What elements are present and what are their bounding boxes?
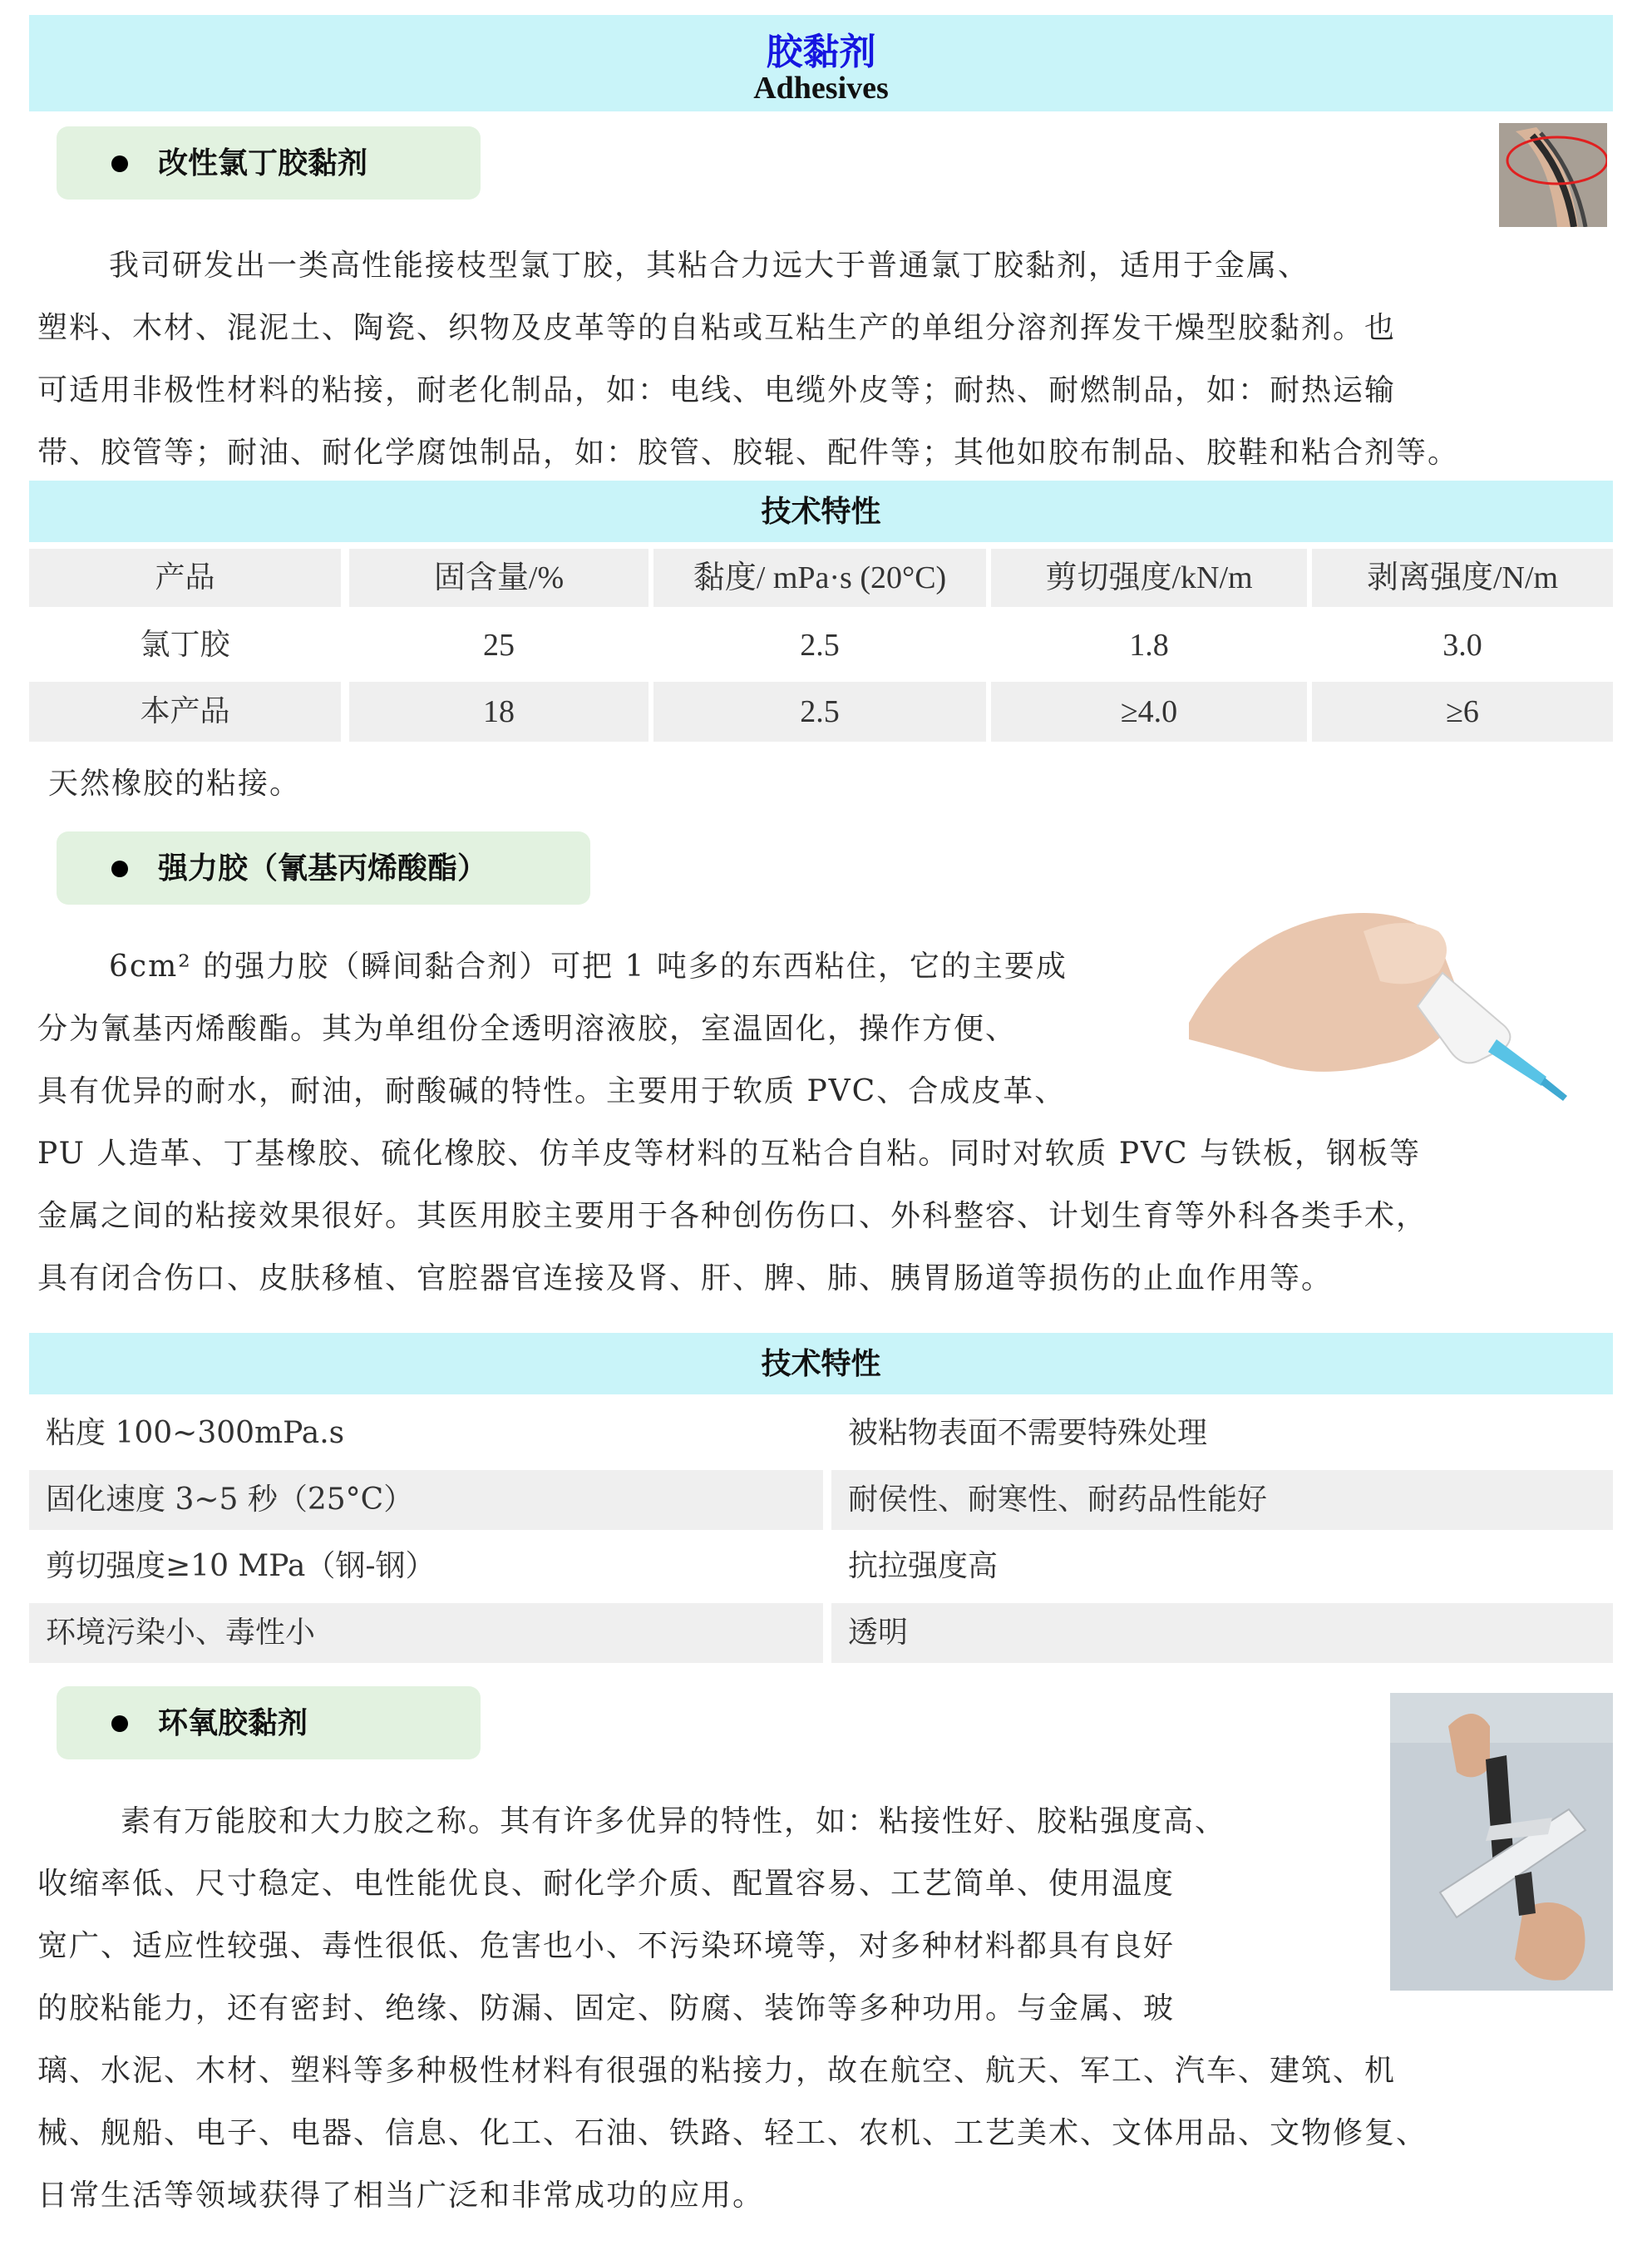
- table-header-cell: 黏度/ mPa·s (20°C): [653, 549, 986, 607]
- paragraph-line: 具有闭合伤口、皮肤移植、官腔器官连接及肾、肝、脾、肺、胰胃肠道等损伤的止血作用等。: [37, 1261, 1334, 1295]
- section-title: 环氧胶黏剂: [158, 1705, 308, 1740]
- bullet-icon: [111, 155, 128, 172]
- bullet-icon: [111, 1715, 128, 1732]
- table-cell: 透明: [831, 1603, 1613, 1663]
- paragraph-line: 金属之间的粘接效果很好。其医用胶主要用于各种创伤伤口、外科整容、计划生育等外科各类手术，: [37, 1199, 1428, 1233]
- table-cell: 18: [349, 682, 648, 742]
- page-title-en: Adhesives: [753, 71, 889, 106]
- paragraph-line: 收缩率低、尺寸稳定、电性能优良、耐化学介质、配置容易、工艺简单、使用温度: [37, 1867, 1176, 1901]
- table-cell: 氯丁胶: [140, 628, 230, 662]
- table-header-cell: 剪切强度/kN/m: [991, 549, 1307, 607]
- paragraph-line: 带、胶管等；耐油、耐化学腐蚀制品，如：胶管、胶辊、配件等；其他如胶布制品、胶鞋和粘合剂等。: [37, 436, 1460, 470]
- paragraph-line: 可适用非极性材料的粘接，耐老化制品，如：电线、电缆外皮等；耐热、耐燃制品，如：耐热运输: [37, 373, 1397, 407]
- table-header-cell: 固含量/%: [349, 549, 648, 607]
- section-heading-neoprene: [57, 126, 481, 200]
- paragraph-line: PU 人造革、丁基橡胶、硫化橡胶、仿羊皮等材料的互粘合自粘。同时对软质 PVC 与铁板，钢板等: [37, 1137, 1422, 1171]
- table-cell: 2.5: [800, 628, 840, 663]
- table-cell: 2.5: [653, 682, 986, 742]
- paragraph-line: 6cm² 的强力胶（瞬间黏合剂）可把 1 吨多的东西粘住，它的主要成: [109, 950, 1068, 984]
- table-cell: 粘度 100~300mPa.s: [46, 1416, 345, 1450]
- page-header: [29, 15, 1613, 111]
- paragraph-line: 我司研发出一类高性能接枝型氯丁胶，其粘合力远大于普通氯丁胶黏剂，适用于金属、: [109, 249, 1310, 283]
- section-heading-epoxy: [57, 1686, 481, 1759]
- table-footnote: 天然橡胶的粘接。: [48, 767, 302, 801]
- table-cell: ≥4.0: [991, 682, 1307, 742]
- table-cell: ≥6: [1312, 682, 1613, 742]
- table-title: 技术特性: [29, 481, 1613, 542]
- paragraph-line: 塑料、木材、混泥土、陶瓷、织物及皮革等的自粘或互粘生产的单组分溶剂挥发干燥型胶黏剂。也: [37, 311, 1397, 345]
- table-cell: 耐侯性、耐寒性、耐药品性能好: [831, 1470, 1613, 1530]
- paragraph-line: 素有万能胶和大力胶之称。其有许多优异的特性，如：粘接性好、胶粘强度高、: [121, 1804, 1227, 1838]
- section-body-neoprene: [37, 234, 1613, 484]
- table-cell: 3.0: [1442, 628, 1482, 663]
- bullet-icon: [111, 861, 128, 877]
- table-cell: 固化速度 3~5 秒（25°C）: [29, 1470, 823, 1530]
- table-cell: 1.8: [1129, 628, 1169, 663]
- table-title: 技术特性: [29, 1333, 1613, 1394]
- table-header-cell: 产品: [29, 549, 341, 607]
- table-cell: 被粘物表面不需要特殊处理: [848, 1416, 1208, 1450]
- paragraph-line: 的胶粘能力，还有密封、绝缘、防漏、固定、防腐、装饰等多种功用。与金属、玻: [37, 1991, 1176, 2025]
- page-title-cn: 胶黏剂: [766, 31, 876, 73]
- paragraph-line: 具有优异的耐水，耐油，耐酸碱的特性。主要用于软质 PVC、合成皮革、: [37, 1074, 1067, 1108]
- paragraph-line: 日常生活等领域获得了相当广泛和非常成功的应用。: [37, 2178, 765, 2213]
- section-title: 改性氯丁胶黏剂: [158, 146, 368, 180]
- paragraph-line: 宽广、适应性较强、毒性很低、危害也小、不污染环境等，对多种材料都具有良好: [37, 1929, 1176, 1963]
- paragraph-line: 璃、水泥、木材、塑料等多种极性材料有很强的粘接力，故在航空、航天、军工、汽车、建筑、机: [37, 2054, 1397, 2088]
- paragraph-line: 械、舰船、电子、电器、信息、化工、石油、铁路、轻工、农机、工艺美术、文体用品、文物修复、: [37, 2116, 1428, 2150]
- product-photo-neoprene: [1499, 123, 1607, 227]
- table-cell: 环境污染小、毒性小: [29, 1603, 823, 1663]
- section-title: 强力胶（氰基丙烯酸酯）: [158, 851, 488, 886]
- section-body-epoxy: [37, 1790, 1613, 2227]
- paragraph-line: 分为氰基丙烯酸酯。其为单组份全透明溶液胶，室温固化，操作方便、: [37, 1012, 1018, 1046]
- table-cell: 25: [483, 628, 515, 663]
- table-header-cell: 剥离强度/N/m: [1312, 549, 1613, 607]
- section-body-cyanoacrylate: [37, 935, 1613, 1310]
- table-cell: 抗拉强度高: [848, 1549, 999, 1583]
- section-heading-cyanoacrylate: [57, 831, 590, 905]
- table-cell: 本产品: [29, 682, 341, 742]
- table-cell: 剪切强度≥10 MPa（钢-钢）: [46, 1549, 436, 1583]
